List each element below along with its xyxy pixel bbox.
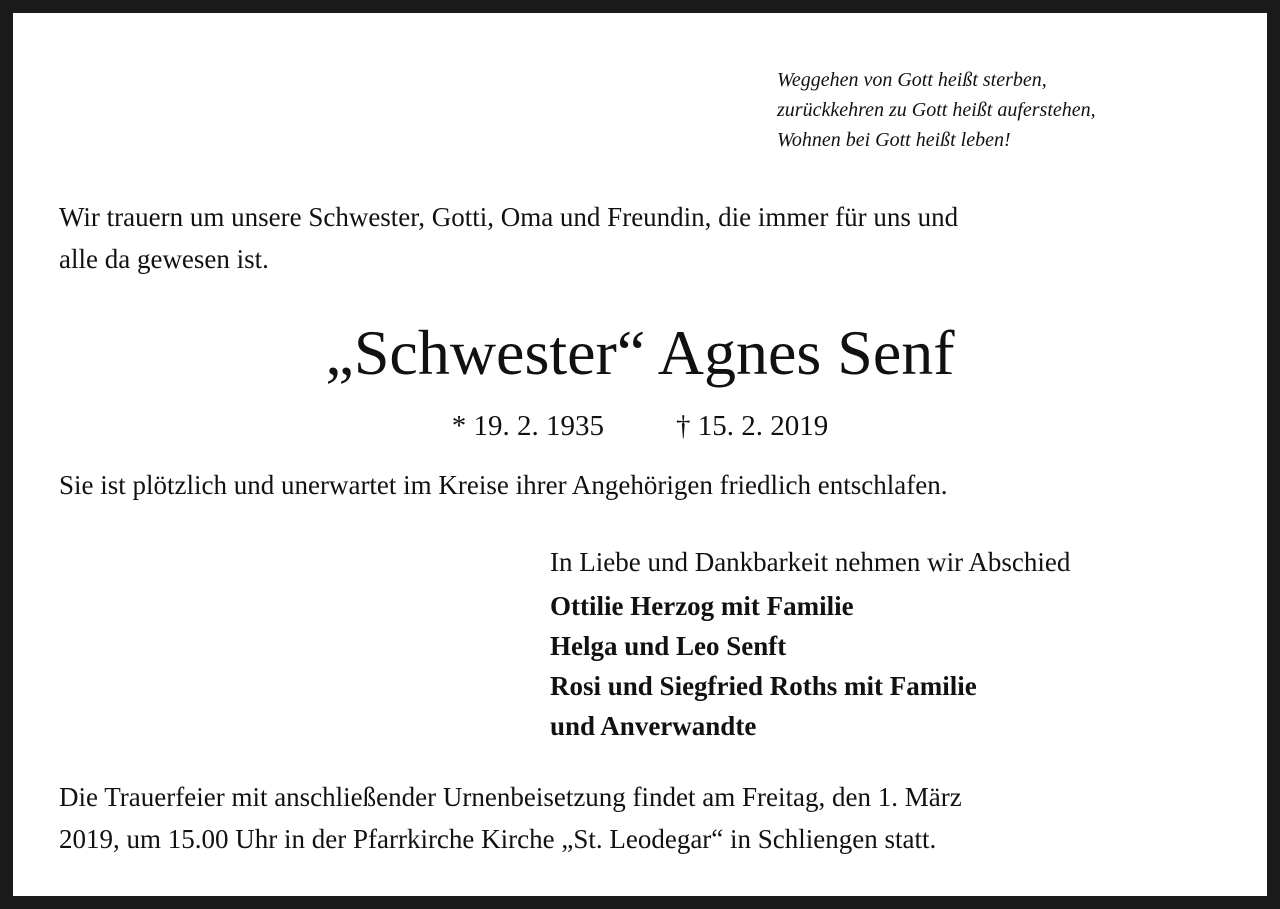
birth-date: * 19. 2. 1935 [451, 410, 604, 442]
mourner-name: Ottilie Herzog mit Familie [550, 591, 854, 621]
motto-line-2: zurückkehren zu Gott heißt auferstehen, [777, 99, 1096, 121]
funeral-announcement [59, 776, 962, 860]
motto-line-3: Wohnen bei Gott heißt leben! [777, 129, 1011, 151]
intro-line-1: Wir trauern um unsere Schwester, Gotti, Oma und Freundin, die immer für uns und [59, 202, 959, 232]
mourners-block [550, 542, 1070, 746]
passing-text: Sie ist plötzlich und unerwartet im Kreise ihrer Angehörigen friedlich entschlafen. [59, 470, 948, 500]
life-dates [13, 405, 1267, 447]
motto-line-1: Weggehen von Gott heißt sterben, [777, 69, 1047, 91]
deceased-name: „Schwester“ Agnes Senf [325, 317, 955, 388]
mourner-name: Helga und Leo Senft [550, 631, 787, 661]
funeral-line-1: Die Trauerfeier mit anschließender Urnenbeisetzung findet am Freitag, den 1. März [59, 782, 962, 812]
mourner-name: und Anverwandte [550, 711, 757, 741]
mourner-name: Rosi und Siegfried Roths mit Familie [550, 671, 977, 701]
death-date: † 15. 2. 2019 [676, 410, 829, 442]
funeral-line-2: 2019, um 15.00 Uhr in der Pfarrkirche Kirche „St. Leodegar“ in Schliengen statt. [59, 824, 937, 854]
intro-line-2: alle da gewesen ist. [59, 244, 269, 274]
motto-quote [777, 65, 1096, 155]
farewell-heading: In Liebe und Dankbarkeit nehmen wir Abschied [550, 547, 1071, 577]
intro-paragraph [59, 196, 1229, 280]
